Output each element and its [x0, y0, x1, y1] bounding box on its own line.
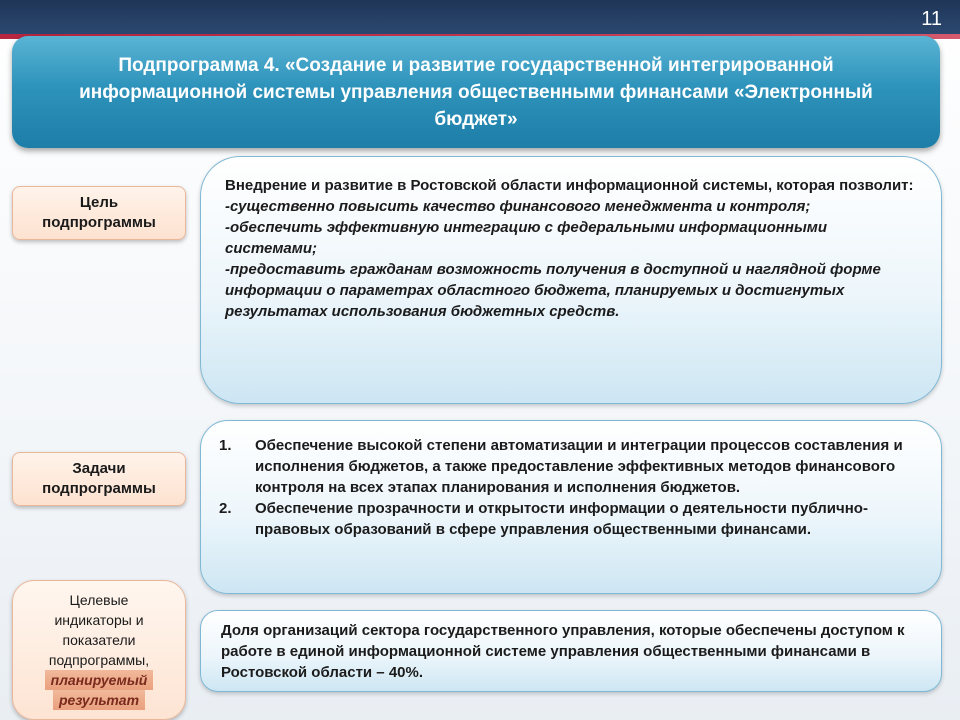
- slide-number: 11: [921, 8, 942, 30]
- indicators-panel: [200, 610, 942, 692]
- task-item: [219, 498, 921, 540]
- task-number: 1.: [219, 437, 232, 454]
- goal-item: -предоставить гражданам возможность получения в доступной и наглядной форме информации о параметрах областного бюджета, планируемых и достигнутых результатах использования бюджетных средств.: [225, 261, 881, 320]
- indicators-accent-line1: планируемый: [45, 670, 154, 690]
- task-text: Обеспечение прозрачности и открытости информации о деятельности публично-правовых образований в сфере управления общественными финансами.: [255, 500, 868, 538]
- goal-label-line1: Цель: [79, 194, 119, 211]
- indicators-label-line3: показатели: [62, 632, 136, 648]
- goal-label: [12, 186, 186, 240]
- indicators-label-line4: подпрограммы,: [48, 652, 150, 668]
- goal-panel: [200, 156, 942, 404]
- goal-intro: Внедрение и развитие в Ростовской области информационной системы, которая позволит:: [225, 177, 914, 194]
- tasks-label-line2: подпрограммы: [42, 480, 156, 497]
- indicators-label-line1: Целевые: [69, 592, 129, 608]
- indicators-text: Доля организаций сектора государственного управления, которые обеспечены доступом к работе в единой информационной системе управления общественными финансами в Ростовской области – 40%.: [221, 622, 905, 681]
- tasks-label-line1: Задачи: [72, 460, 126, 477]
- tasks-panel: [200, 420, 942, 594]
- goal-item: -обеспечить эффективную интеграцию с федеральными информационными системами;: [225, 219, 828, 257]
- task-item: [219, 435, 921, 498]
- task-number: 2.: [219, 500, 232, 517]
- tasks-label: [12, 452, 186, 506]
- goal-label-line2: подпрограммы: [42, 214, 156, 231]
- indicators-accent-line2: результат: [53, 690, 145, 710]
- tasks-list: [219, 435, 921, 540]
- title-box: [12, 36, 940, 148]
- top-bar: [0, 0, 960, 38]
- goal-item: -существенно повысить качество финансового менеджмента и контроля;: [225, 198, 811, 215]
- indicators-label-line2: индикаторы и: [54, 612, 144, 628]
- indicators-label: [12, 580, 186, 720]
- slide-title: Подпрограмма 4. «Создание и развитие государственной интегрированной информационной системы управления общественными финансами «Электронный бюджет»: [79, 54, 873, 130]
- task-text: Обеспечение высокой степени автоматизации и интеграции процессов составления и исполнения бюджетов, а также предоставление эффективных методов финансового контроля на всех этапах планирования и исполнения бюджетов.: [255, 437, 903, 496]
